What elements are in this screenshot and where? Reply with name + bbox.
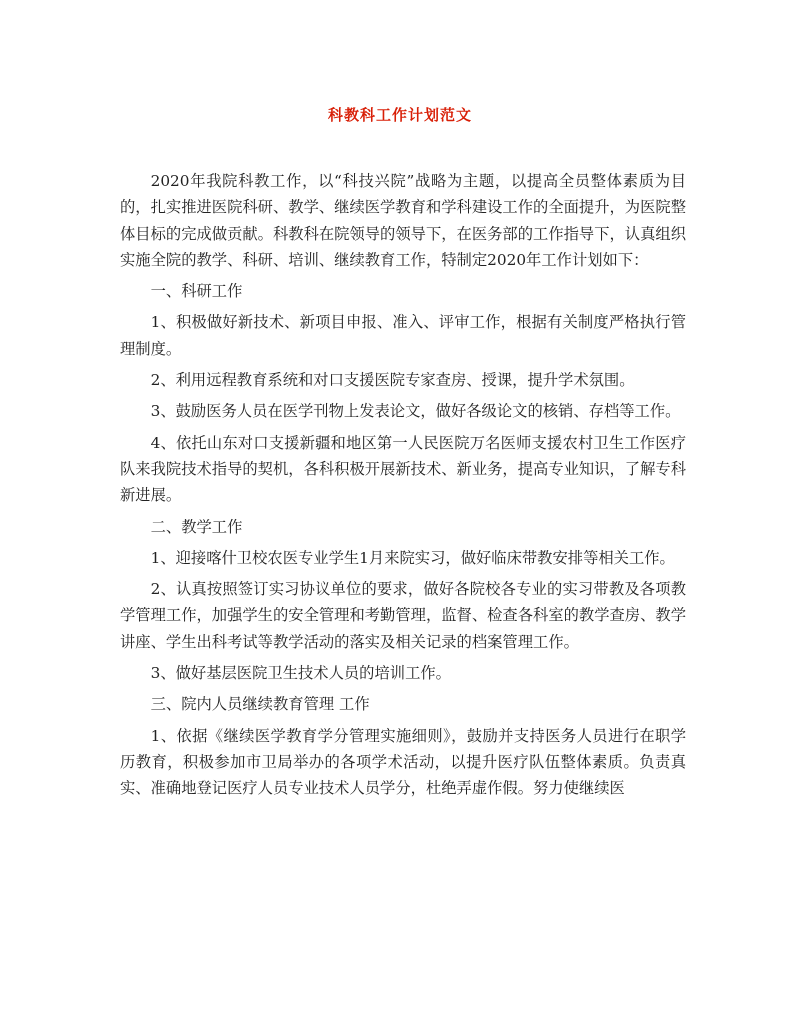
paragraph-research-2: 2、利用远程教育系统和对口支援医院专家查房、授课，提升学术氛围。 bbox=[150, 371, 635, 390]
section-heading-teaching: 二、教学工作 bbox=[150, 517, 243, 536]
paragraph-continuing-education-1: 1、依据《继续医学教育学分管理实施细则》，鼓励并支持医务人员进行在职学历教育，积极参加市卫局举办的各项学术活动，以提升医疗队伍整体素质。负责真实、准确地登记医疗人员专业技术人员学分，杜绝弄虚作假。努力使继续医 bbox=[120, 726, 686, 798]
document-title: 科教科工作计划范文 bbox=[327, 106, 472, 124]
paragraph-research-3: 3、鼓励医务人员在医学刊物上发表论文，做好各级论文的核销、存档等工作。 bbox=[150, 402, 681, 421]
paragraph-teaching-2: 2、认真按照签订实习协议单位的要求，做好各院校各专业的实习带教及各项教学管理工作，加强学生的安全管理和考勤管理，监督、检查各科室的教学查房、教学讲座、学生出科考试等教学活动的落实及相关记录的档案管理工作。 bbox=[120, 580, 686, 651]
paragraph-research-4: 4、依托山东对口支援新疆和地区第一人民医院万名医师支援农村卫生工作医疗队来我院技术指导的契机，各科积极开展新技术、新业务，提高专业知识，了解专科新进展。 bbox=[120, 433, 686, 505]
document-body bbox=[120, 168, 686, 802]
paragraph-intro: 2020年我院科教工作，以“科技兴院”战略为主题，以提高全员整体素质为目的，扎实推进医院科研、教学、继续医学教育和学科建设工作的全面提升，为医院整体目标的完成做贡献。科教科在院领导的领导下，在医务部的工作指导下，认真组织实施全院的教学、科研、培训、继续教育工作，特制定2020年工作计划如下： bbox=[120, 172, 686, 269]
paragraph-research-1: 1、积极做好新技术、新项目申报、准入、评审工作，根据有关制度严格执行管理制度。 bbox=[120, 313, 686, 358]
section-heading-continuing-education: 三、院内人员继续教育管理 工作 bbox=[150, 695, 370, 714]
paragraph-teaching-3: 3、做好基层医院卫生技术人员的培训工作。 bbox=[150, 664, 451, 683]
paragraph-teaching-1: 1、迎接喀什卫校农医专业学生1月来院实习，做好临床带教安排等相关工作。 bbox=[150, 548, 675, 567]
section-heading-research: 一、科研工作 bbox=[150, 282, 243, 301]
